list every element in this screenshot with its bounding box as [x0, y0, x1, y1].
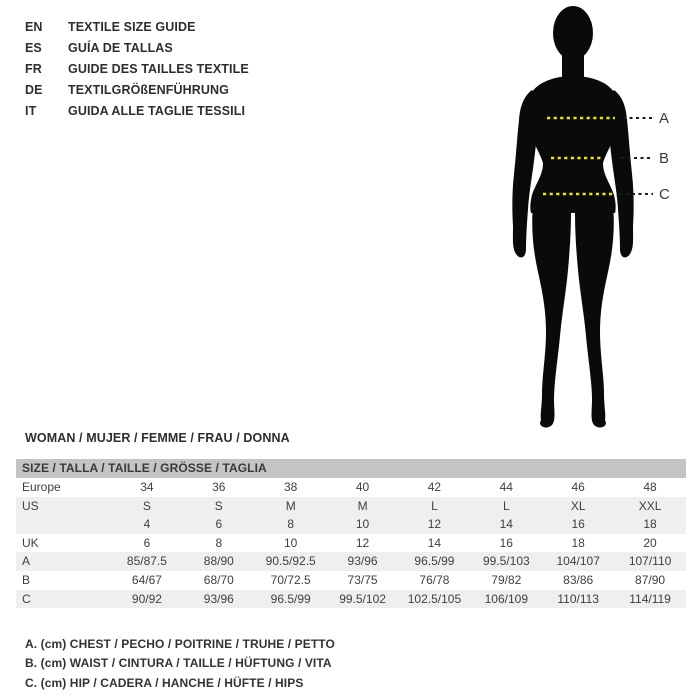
size-cell: 6 — [215, 517, 223, 532]
lang-title: GUIDE DES TAILLES TEXTILE — [68, 62, 249, 76]
table-row — [16, 478, 686, 497]
size-table — [16, 459, 686, 608]
lang-row-de — [25, 80, 249, 101]
size-cell: XL — [570, 498, 586, 513]
size-cell: 76/78 — [419, 572, 450, 587]
size-cell: 8 — [287, 517, 295, 532]
size-cell: 8 — [215, 535, 223, 550]
size-cell: 90.5/92.5 — [265, 554, 316, 569]
size-cell: M — [285, 498, 296, 513]
size-cell: 44 — [499, 480, 513, 494]
row-label: UK — [22, 535, 39, 550]
size-cell: 114/119 — [629, 591, 671, 606]
table-row — [16, 515, 686, 534]
lang-title: GUÍA DE TALLAS — [68, 41, 173, 55]
lang-title: TEXTILGRÖßENFÜHRUNG — [68, 83, 229, 97]
size-cell: 12 — [355, 535, 370, 550]
size-cell: 96.5/99 — [414, 554, 455, 569]
lang-row-en — [25, 17, 249, 38]
size-cell: 96.5/99 — [270, 591, 311, 606]
size-cell: 16 — [499, 535, 513, 550]
size-cell: 34 — [140, 480, 154, 494]
section-title: WOMAN / MUJER / FEMME / FRAU / DONNA — [25, 431, 290, 445]
note-chest: A. (cm) CHEST / PECHO / POITRINE / TRUHE / PETTO — [25, 637, 335, 651]
size-cell: 104/107 — [556, 554, 600, 569]
size-cell: 40 — [355, 480, 370, 494]
table-row — [16, 534, 686, 553]
size-cell: 83/86 — [563, 572, 594, 587]
lang-row-es — [25, 38, 249, 59]
size-table-body — [16, 478, 686, 608]
measurement-notes — [25, 635, 335, 693]
row-label: Europe — [22, 480, 61, 494]
size-cell: L — [431, 498, 438, 513]
size-cell: M — [357, 498, 368, 513]
size-cell: L — [502, 498, 510, 513]
size-cell: 6 — [143, 535, 151, 550]
size-cell: 10 — [284, 535, 298, 550]
size-cell: 93/96 — [203, 591, 234, 606]
size-cell: 106/109 — [484, 591, 528, 606]
lang-code: IT — [25, 104, 37, 118]
woman-silhouette — [512, 6, 633, 427]
size-cell: 70/72.5 — [270, 572, 311, 587]
size-cell: 64/67 — [131, 572, 162, 587]
size-cell: 93/96 — [347, 554, 378, 569]
size-cell: 20 — [643, 535, 657, 550]
row-label: C — [22, 591, 31, 606]
row-label: B — [22, 572, 31, 587]
size-cell: 46 — [571, 480, 585, 494]
size-cell: 107/110 — [628, 554, 672, 569]
table-row — [16, 552, 686, 571]
size-cell: XXL — [638, 498, 662, 513]
size-cell: 79/82 — [491, 572, 522, 587]
size-cell: 16 — [571, 517, 585, 532]
size-cell: 14 — [427, 535, 442, 550]
note-hip: C. (cm) HIP / CADERA / HANCHE / HÜFTE / HIPS — [25, 675, 304, 690]
measure-label-c: C — [659, 186, 670, 203]
table-row — [16, 497, 686, 516]
size-cell: 18 — [571, 535, 585, 550]
row-label — [16, 515, 111, 534]
lang-code: EN — [25, 20, 43, 34]
size-cell: 102.5/105 — [407, 591, 462, 606]
size-cell: 36 — [212, 480, 226, 494]
size-cell: 99.5/102 — [339, 591, 386, 606]
row-label: A — [22, 554, 31, 569]
measure-label-b: B — [659, 150, 670, 167]
size-cell: 90/92 — [131, 591, 162, 606]
size-table-header: SIZE / TALLA / TAILLE / GRÖSSE / TAGLIA — [16, 459, 686, 478]
lang-code: ES — [25, 41, 42, 55]
size-cell: 18 — [643, 517, 657, 532]
size-cell: S — [214, 498, 223, 513]
size-cell: 73/75 — [347, 572, 378, 587]
size-cell: S — [142, 498, 151, 513]
size-cell: 48 — [643, 480, 657, 494]
size-cell: 38 — [284, 480, 298, 494]
table-row — [16, 590, 686, 609]
table-row — [16, 571, 686, 590]
size-cell: 68/70 — [203, 572, 234, 587]
size-cell: 87/90 — [635, 572, 666, 587]
lang-code: FR — [25, 62, 42, 76]
size-cell: 88/90 — [203, 554, 234, 569]
lang-code: DE — [25, 83, 43, 97]
size-cell: 14 — [499, 517, 513, 532]
size-cell: 42 — [427, 480, 442, 494]
size-cell: 99.5/103 — [482, 554, 530, 569]
row-label: US — [22, 498, 39, 513]
lang-title: TEXTILE SIZE GUIDE — [68, 20, 196, 34]
size-cell: 4 — [143, 517, 151, 532]
lang-row-fr — [25, 59, 249, 80]
note-waist: B. (cm) WAIST / CINTURA / TAILLE / HÜFTUNG / VITA — [25, 656, 332, 671]
language-list — [25, 17, 249, 122]
lang-row-it — [25, 101, 249, 122]
lang-title: GUIDA ALLE TAGLIE TESSILI — [68, 104, 246, 118]
size-cell: 12 — [427, 517, 442, 532]
measurement-figure — [473, 0, 700, 436]
size-cell: 110/113 — [557, 591, 599, 606]
measure-label-a: A — [659, 110, 670, 127]
size-cell: 85/87.5 — [126, 554, 167, 569]
size-cell: 10 — [355, 517, 370, 532]
